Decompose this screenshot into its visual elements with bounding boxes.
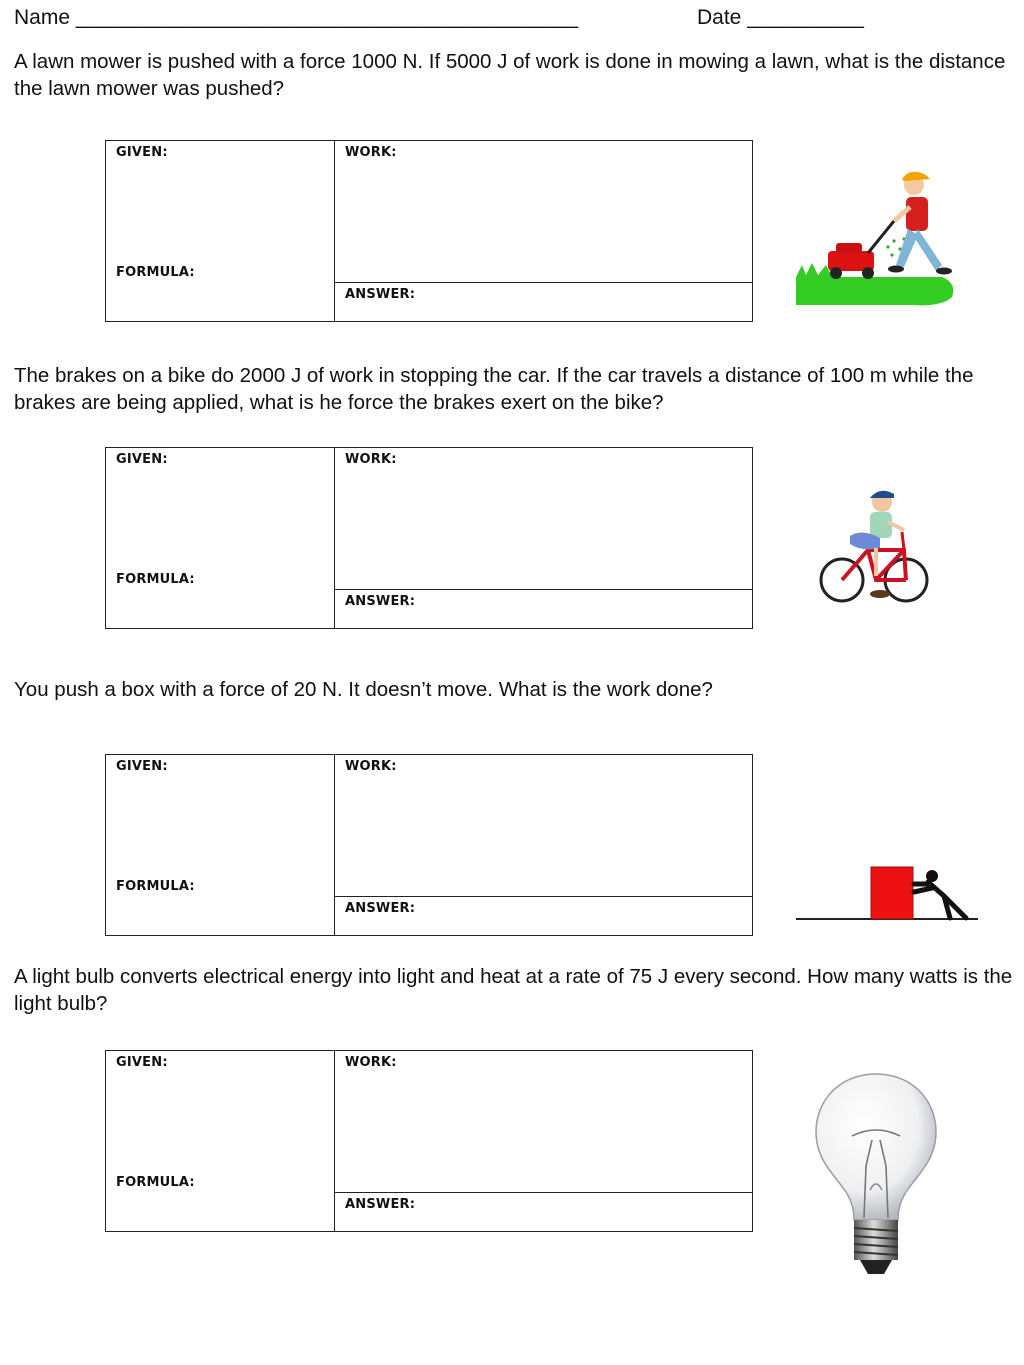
formula-label: FORMULA: bbox=[116, 572, 195, 587]
given-label: GIVEN: bbox=[116, 145, 168, 160]
question-1: A lawn mower is pushed with a force 1000 N. If 5000 J of work is done in mowing a lawn, what is the distance the lawn mower was pushed? bbox=[14, 50, 1006, 100]
work-label: WORK: bbox=[345, 145, 397, 160]
work-label: WORK: bbox=[345, 452, 397, 467]
given-label: GIVEN: bbox=[116, 759, 168, 774]
question-3: You push a box with a force of 20 N. It doesn’t move. What is the work done? bbox=[14, 678, 713, 701]
date-field-line[interactable]: Date __________ bbox=[697, 6, 864, 29]
formula-label: FORMULA: bbox=[116, 265, 195, 280]
name-field-line[interactable]: Name ___________________________________________ bbox=[14, 6, 579, 29]
work-label: WORK: bbox=[345, 1055, 397, 1070]
person-pushing-box-icon bbox=[794, 862, 980, 926]
answer-label: ANSWER: bbox=[345, 287, 416, 302]
formula-label: FORMULA: bbox=[116, 1175, 195, 1190]
given-label: GIVEN: bbox=[116, 452, 168, 467]
light-bulb-icon bbox=[812, 1070, 940, 1282]
answer-label: ANSWER: bbox=[345, 1197, 416, 1212]
formula-label: FORMULA: bbox=[116, 879, 195, 894]
box-divider-vertical bbox=[334, 141, 335, 321]
box-divider-vertical bbox=[334, 1051, 335, 1231]
bicycle-rider-icon bbox=[816, 486, 932, 606]
box-divider-horizontal bbox=[334, 1192, 752, 1193]
answer-box-4 bbox=[105, 1050, 753, 1232]
given-label: GIVEN: bbox=[116, 1055, 168, 1070]
box-divider-horizontal bbox=[334, 589, 752, 590]
answer-label: ANSWER: bbox=[345, 901, 416, 916]
box-divider-vertical bbox=[334, 755, 335, 935]
work-label: WORK: bbox=[345, 759, 397, 774]
question-4: A light bulb converts electrical energy into light and heat at a rate of 75 J every second. How many watts is the light bulb? bbox=[14, 965, 1013, 1015]
box-divider-horizontal bbox=[334, 282, 752, 283]
answer-box-3 bbox=[105, 754, 753, 936]
box-divider-horizontal bbox=[334, 896, 752, 897]
box-divider-vertical bbox=[334, 448, 335, 628]
answer-label: ANSWER: bbox=[345, 594, 416, 609]
question-2: The brakes on a bike do 2000 J of work in stopping the car. If the car travels a distance of 100 m while the brakes are being applied, what is he force the brakes exert on the bike? bbox=[14, 364, 974, 414]
answer-box-2 bbox=[105, 447, 753, 629]
lawn-mower-icon bbox=[792, 165, 962, 310]
answer-box-1 bbox=[105, 140, 753, 322]
